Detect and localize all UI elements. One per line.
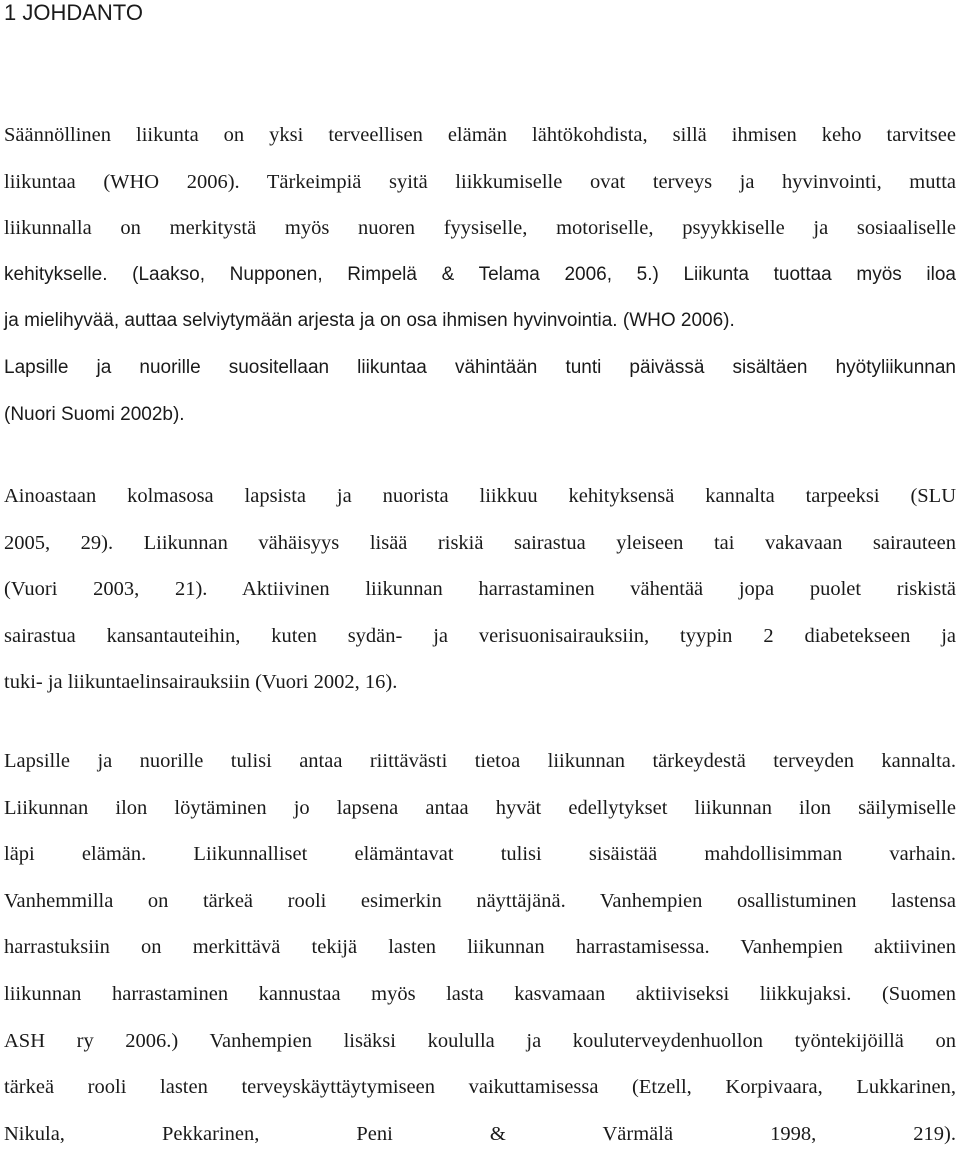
text-line: liikunnalla on merkitystä myös nuoren fyysiselle, motoriselle, psyykkiselle ja sosiaaliselle [4, 217, 956, 240]
chapter-heading: 1 JOHDANTO [4, 0, 143, 25]
text-line: Lapsille ja nuorille tulisi antaa riittävästi tietoa liikunnan tärkeydestä terveyden kannalta. [4, 750, 956, 772]
text-line: Vanhemmilla on tärkeä rooli esimerkin näyttäjänä. Vanhempien osallistuminen lastensa [4, 889, 956, 912]
text-line: ASH ry 2006.) Vanhempien lisäksi koululla ja kouluterveydenhuollon työntekijöillä on [4, 1029, 956, 1052]
text-line: läpi elämän. Liikunnalliset elämäntavat tulisi sisäistää mahdollisimman varhain. [4, 843, 956, 866]
text-line: Lapsille ja nuorille suositellaan liikuntaa vähintään tunti päivässä sisältäen hyötyliikunnan [4, 356, 956, 378]
text-line: sairastua kansantauteihin, kuten sydän- ja verisuonisairauksiin, tyypin 2 diabetekseen ja [4, 624, 956, 647]
text-line: Ainoastaan kolmasosa lapsista ja nuorista liikkuu kehityksensä kannalta tarpeeksi (SLU [4, 485, 956, 507]
document-page [4, 0, 956, 1145]
text-line: Säännöllinen liikunta on yksi terveellisen elämän lähtökohdista, sillä ihmisen keho tarvitsee [4, 124, 956, 146]
text-line: Nikula, Pekkarinen, Peni & Värmälä 1998, 219). [4, 1122, 956, 1145]
paragraph-2 [4, 473, 956, 706]
text-line: harrastuksiin on merkittävä tekijä lasten liikunnan harrastamisessa. Vanhempien aktiivinen [4, 936, 956, 959]
text-line: tärkeä rooli lasten terveyskäyttäytymiseen vaikuttamisessa (Etzell, Korpivaara, Lukkarinen, [4, 1076, 956, 1099]
paragraph-1 [4, 112, 956, 438]
text-line: (Nuori Suomi 2002b). [4, 403, 185, 425]
text-line: liikunnan harrastaminen kannustaa myös lasta kasvamaan aktiiviseksi liikkujaksi. (Suomen [4, 982, 956, 1005]
paragraph-3 [4, 738, 956, 1157]
text-line: 2005, 29). Liikunnan vähäisyys lisää riskiä sairastua yleiseen tai vakavaan sairauteen [4, 531, 956, 554]
text-line: liikuntaa (WHO 2006). Tärkeimpiä syitä liikkumiselle ovat terveys ja hyvinvointi, mutta [4, 170, 956, 193]
text-line: ja mielihyvää, auttaa selviytymään arjesta ja on osa ihmisen hyvinvointia. (WHO 2006). [4, 310, 735, 332]
text-line: Liikunnan ilon löytäminen jo lapsena antaa hyvät edellytykset liikunnan ilon säilymiselle [4, 796, 956, 819]
text-line: kehitykselle. (Laakso, Nupponen, Rimpelä & Telama 2006, 5.) Liikunta tuottaa myös iloa [4, 263, 956, 285]
text-line: (Vuori 2003, 21). Aktiivinen liikunnan harrastaminen vähentää jopa puolet riskistä [4, 578, 956, 601]
text-line: tuki- ja liikuntaelinsairauksiin (Vuori 2002, 16). [4, 671, 398, 694]
